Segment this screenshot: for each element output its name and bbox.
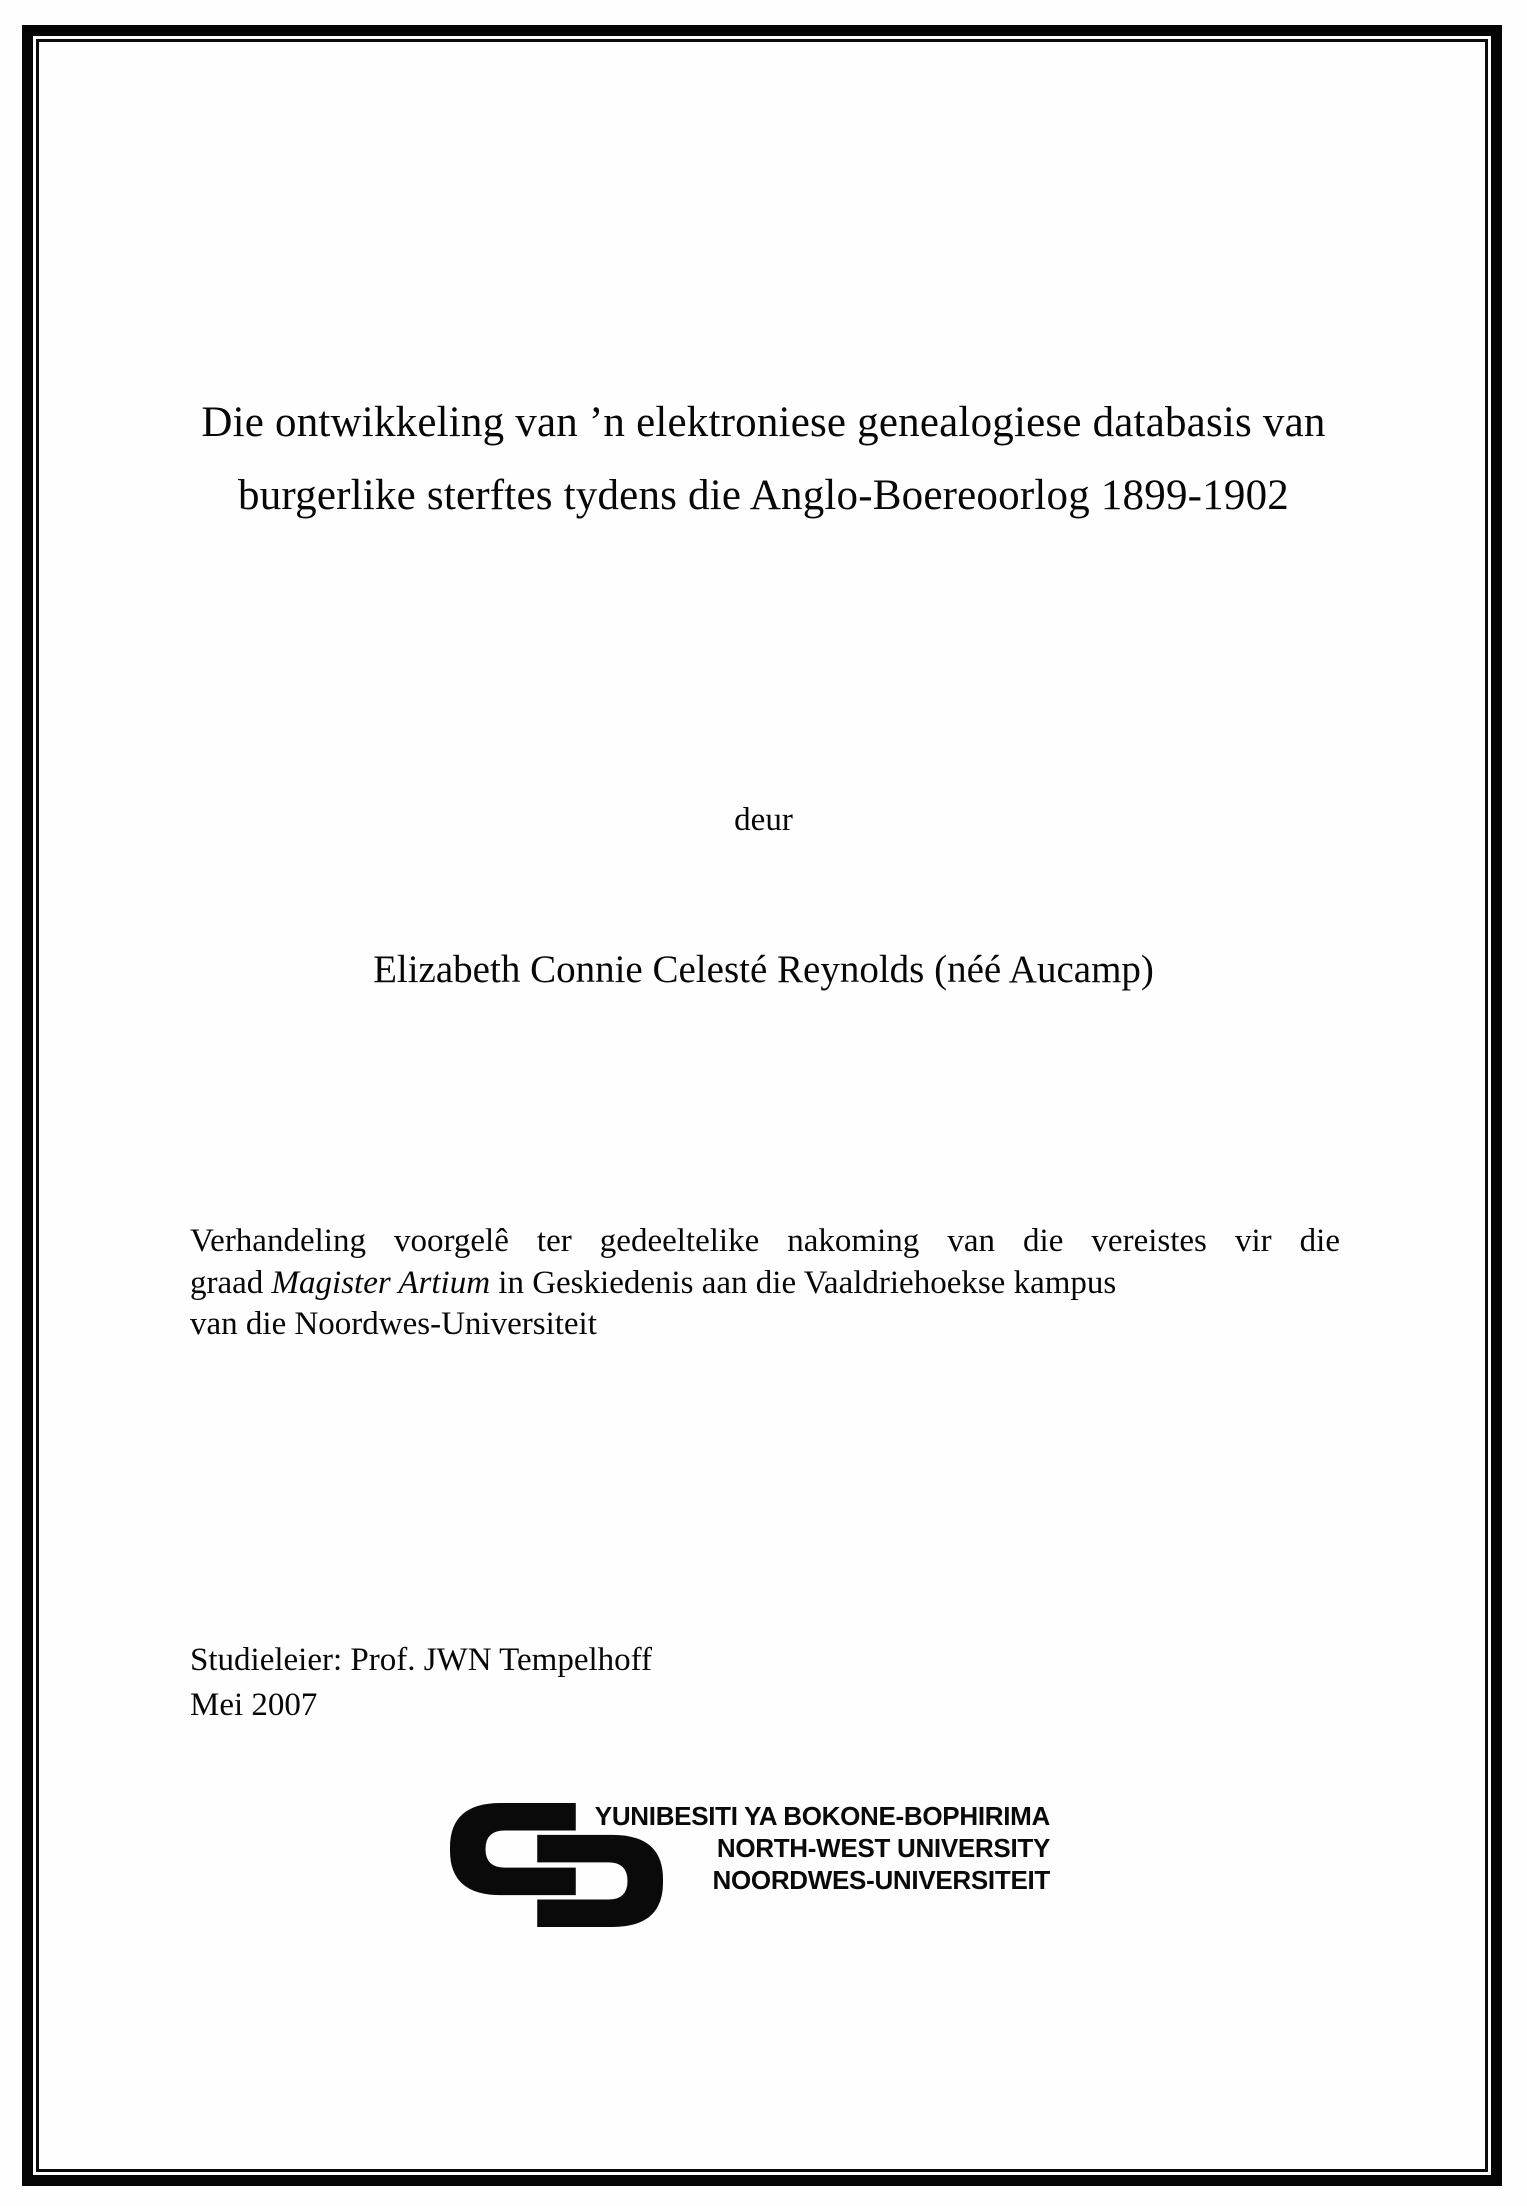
supervisor-line: Studieleier: Prof. JWN Tempelhoff [190, 1642, 653, 1678]
date-line: Mei 2007 [190, 1687, 318, 1723]
university-name-english: NORTH-WEST UNIVERSITY [716, 1833, 1050, 1863]
university-name-setswana: YUNIBESITI YA BOKONE-BOPHIRIMA [594, 1801, 1050, 1831]
thesis-title-line1: Die ontwikkeling van ’n elektroniese genealogiese databasis van [201, 399, 1326, 446]
degree-name-italic: Magister Artium [271, 1264, 491, 1301]
supervisor-block [190, 1638, 652, 1728]
degree-statement [190, 1221, 1340, 1346]
degree-statement-line3: van die Noordwes-Universiteit [190, 1306, 597, 1342]
degree-statement-line2 [190, 1263, 1340, 1305]
thesis-title-line2: burgerlike sterftes tydens die Anglo-Boereoorlog 1899-1902 [238, 472, 1289, 519]
degree-statement-line1: Verhandeling voorgelê ter gedeeltelike nakoming van die vereistes vir die [190, 1223, 1340, 1259]
thesis-title [120, 386, 1407, 532]
author-name: Elizabeth Connie Celesté Reynolds (néé Aucamp) [373, 948, 1154, 991]
university-logo-text [583, 1800, 1050, 1896]
university-name-afrikaans: NOORDWES-UNIVERSITEIT [712, 1865, 1050, 1895]
university-logo [450, 1800, 1090, 1935]
degree-statement-line2-suffix: in Geskiedenis aan die Vaaldriehoekse kampus [490, 1264, 1117, 1301]
degree-statement-line2-prefix: graad [190, 1264, 272, 1301]
byline-label: deur [734, 802, 793, 838]
